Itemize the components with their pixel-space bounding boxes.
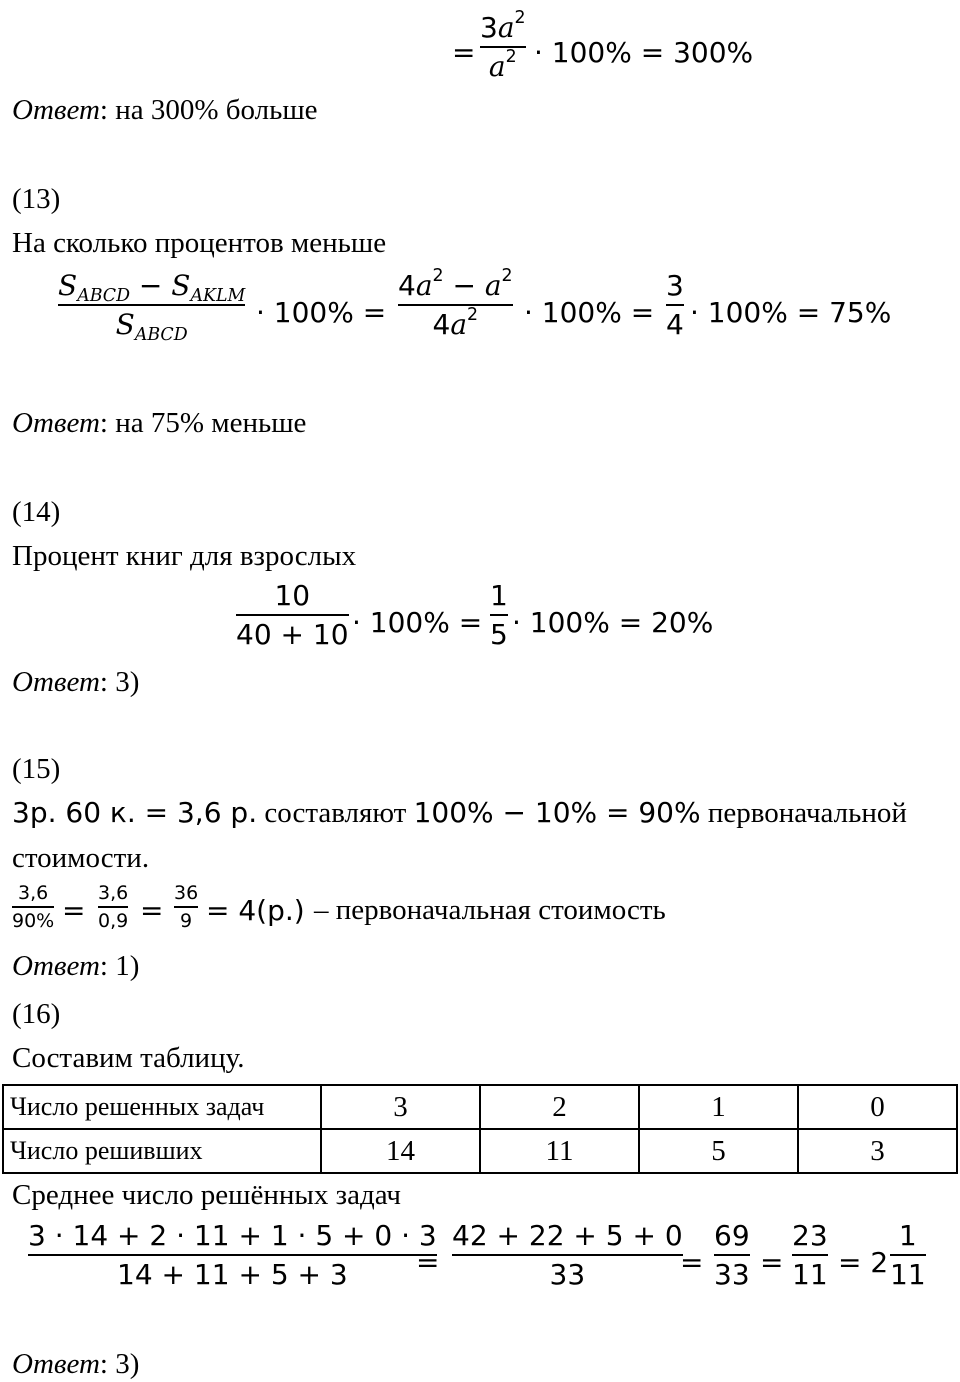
mean-label: Среднее число решённых задач <box>12 1179 402 1211</box>
table-cell: 11 <box>480 1129 639 1173</box>
answer-13 <box>12 405 306 441</box>
table-cell: 0 <box>798 1085 957 1129</box>
problem-number-14: (14) <box>12 496 61 528</box>
answer-15 <box>12 948 139 984</box>
table-row <box>3 1129 957 1173</box>
answer-label: Ответ <box>12 407 100 439</box>
table-cell: 1 <box>639 1085 798 1129</box>
formula-13: $S_{ABCD} - S_{AKLM}$ $S_{ABCD}$ · 100% = $4a^2 - a^2$ $4a^2$ · 100% = 3 4 · 100% = 75% <box>58 266 892 346</box>
answer-text: : 3) <box>99 666 140 698</box>
problem-15-text2: первоначальной <box>700 797 907 829</box>
problem-15-result-text: – первоначальная стоимость <box>314 894 666 926</box>
answer-label: Ответ <box>12 94 100 126</box>
answer-text: : 1) <box>99 950 140 982</box>
answer-14 <box>12 664 139 700</box>
formula-14: 10 40 + 10 · 100% = 1 5 · 100% = 20% <box>236 579 714 651</box>
answer-text: : на 75% меньше <box>99 407 307 439</box>
table-row <box>3 1085 957 1129</box>
table-cell: 2 <box>480 1085 639 1129</box>
problem-14-question: Процент книг для взрослых <box>12 540 357 572</box>
problem-number-15: (15) <box>12 753 61 785</box>
problem-number-13: (13) <box>12 183 61 215</box>
answer-label: Ответ <box>12 666 100 698</box>
problem-15-text1: составляют <box>257 797 414 829</box>
percent-expression: 100% − 10% = 90% <box>413 796 701 829</box>
problem-13-question: На сколько процентов меньше <box>12 227 387 259</box>
answer-text: : 3) <box>99 1348 140 1380</box>
problem-16-intro: Составим таблицу. <box>12 1042 245 1074</box>
row-header: Число решенных задач <box>3 1085 321 1129</box>
table-cell: 3 <box>321 1085 480 1129</box>
price-conversion: 3р. 60 к. = 3,6 р. <box>12 796 258 829</box>
table-cell: 5 <box>639 1129 798 1173</box>
answer-label: Ответ <box>12 1348 100 1380</box>
table-cell: 14 <box>321 1129 480 1173</box>
table-cell: 3 <box>798 1129 957 1173</box>
answer-label: Ответ <box>12 950 100 982</box>
formula-16: 3 · 14 + 2 · 11 + 1 · 5 + 0 · 3 14 + 11 + 5 + 3 = 42 + 22 + 5 + 0 33 = 69 33 = 23 11 = 2 1 11 <box>28 1219 926 1291</box>
formula-15: 3,6 90% = 3,6 0,9 = 36 9 = 4(р.) – первоначальная стоимость <box>12 882 666 932</box>
problem-15-line1 <box>12 795 907 831</box>
problem-15-line2: стоимости. <box>12 842 150 874</box>
answer-16 <box>12 1346 139 1382</box>
data-table <box>2 1084 958 1174</box>
problem-number-16: (16) <box>12 998 61 1030</box>
top-formula: = $3a^2$ $a^2$ · 100% = 300% <box>452 8 754 83</box>
row-header: Число решивших <box>3 1129 321 1173</box>
answer-top <box>12 92 318 128</box>
answer-text: : на 300% больше <box>99 94 318 126</box>
